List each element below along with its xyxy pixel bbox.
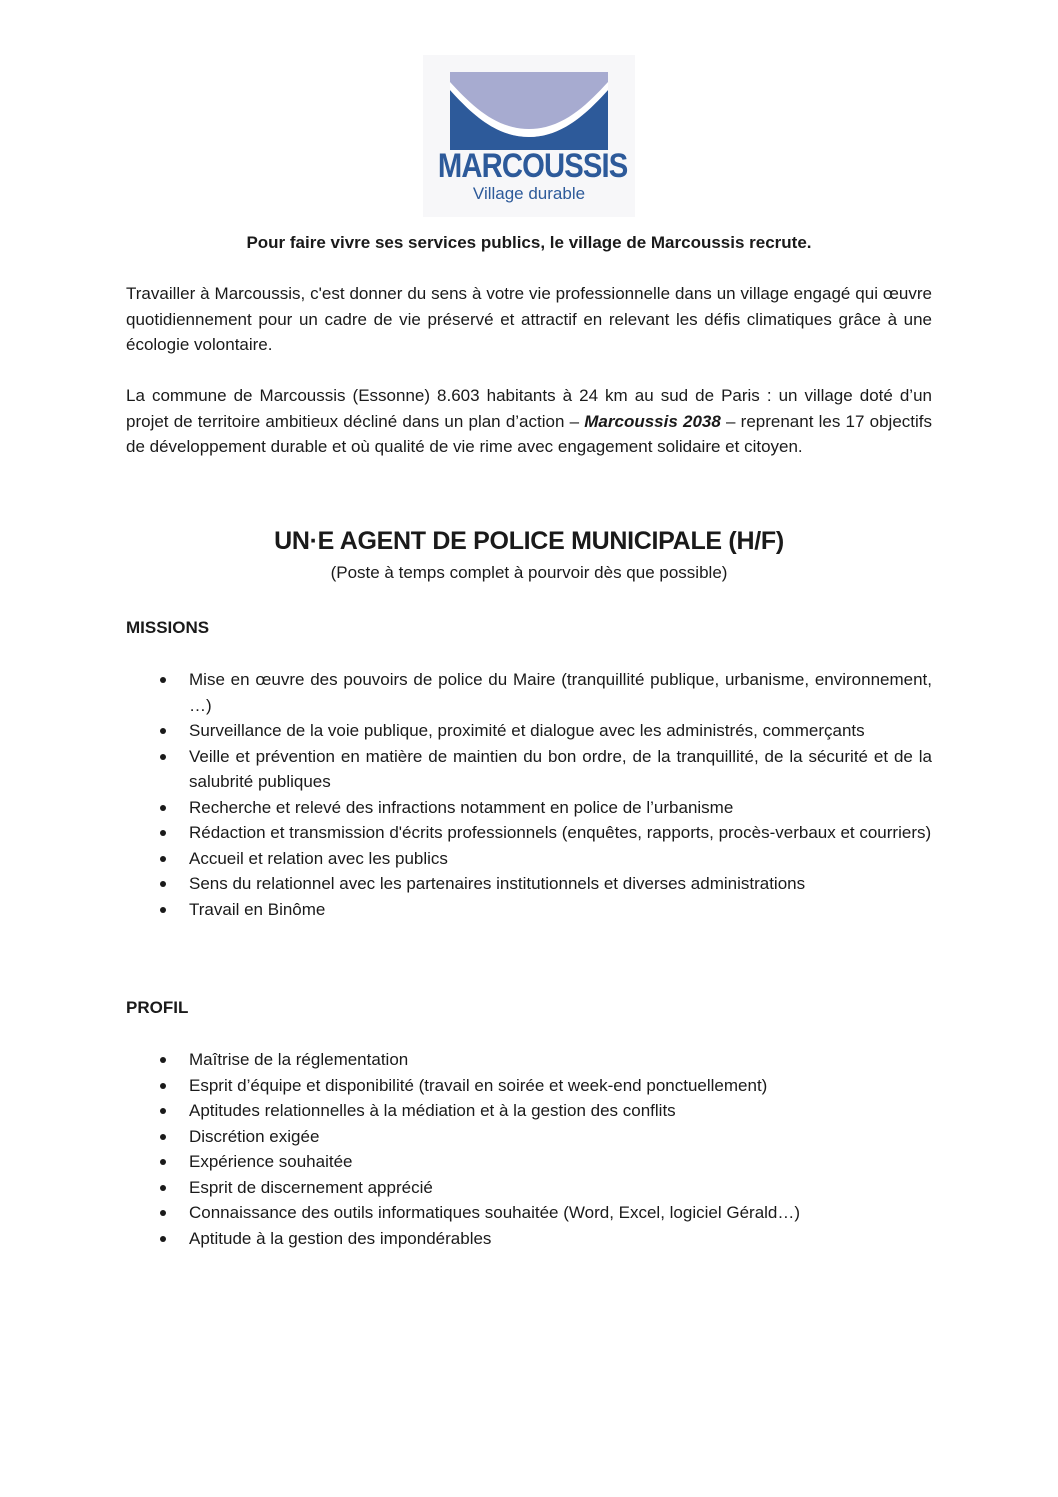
list-item-text: Expérience souhaitée [189,1152,353,1171]
bullet-icon [160,1236,166,1242]
bullet-icon [160,1134,166,1140]
list-item-text: Rédaction et transmission d'écrits professionnels (enquêtes, rapports, procès-verbaux et courriers) [189,823,932,842]
list-item [126,1047,932,1073]
logo-name: MARCOUSSIS [437,147,628,185]
list-item [126,1200,932,1226]
bullet-icon [160,830,166,836]
job-title: UN·E AGENT DE POLICE MUNICIPALE (H/F) [274,527,784,555]
list-item [126,1149,932,1175]
list-item [126,1226,932,1252]
bullet-icon [160,1159,166,1165]
missions-heading: MISSIONS [126,618,210,637]
bullet-icon [160,1083,166,1089]
list-item-text: Veille et prévention en matière de maintien du bon ordre, de la tranquillité, de la sécurité et de la salubrité publiques [189,746,932,791]
list-item-text: Surveillance de la voie publique, proximité et dialogue avec les administrés, commerçants [189,721,865,740]
intro-paragraph: Travailler à Marcoussis, c'est donner du sens à votre vie professionnelle dans un village engagé qui œuvre quotidiennement pour un cadre de vie préservé et attractif en relevant les défis climatiques grâce à une écologie volontaire. [126,284,932,354]
list-item [126,871,932,897]
list-item [126,744,932,795]
list-item-text: Mise en œuvre des pouvoirs de police du Maire (tranquillité publique, urbanisme, environnement, …) [189,670,932,715]
list-item [126,846,932,872]
marcoussis-logo [423,55,635,217]
list-item-text: Aptitude à la gestion des impondérables [189,1228,492,1248]
missions-list [126,667,932,922]
plan-name: Marcoussis 2038 [584,411,721,431]
list-item-text: Aptitudes relationnelles à la médiation et à la gestion des conflits [189,1101,676,1120]
list-item [126,1124,932,1150]
list-item [126,897,932,923]
bullet-icon [160,805,166,811]
list-item [126,718,932,744]
profil-heading: PROFIL [126,998,189,1017]
list-item-text: Esprit de discernement apprécié [189,1177,433,1197]
commune-text-after: – reprenant les 17 objectifs de développement durable et où qualité de vie rime avec engagement solidaire et citoyen. [126,411,932,456]
commune-text-before: La commune de Marcoussis (Essonne) 8.603 habitants à 24 km au sud de Paris : un village doté d’un projet de territoire ambitieux décliné dans un plan d’action – [126,386,932,431]
bullet-icon [160,1057,166,1063]
list-item-text: Connaissance des outils informatiques souhaitée (Word, Excel, logiciel Gérald…) [189,1203,801,1222]
list-item-text: Travail en Binôme [189,899,326,919]
list-item [126,1073,932,1099]
headline: Pour faire vivre ses services publics, le village de Marcoussis recrute. [246,233,812,252]
profil-list [126,1047,932,1251]
commune-paragraph [126,383,932,460]
logo-tagline: Village durable [472,184,586,203]
list-item [126,1098,932,1124]
list-item-text: Sens du relationnel avec les partenaires institutionnels et diverses administrations [189,874,806,893]
job-subtitle: (Poste à temps complet à pourvoir dès que possible) [330,563,728,582]
bullet-icon [160,1185,166,1191]
list-item [126,820,932,846]
list-item-text: Maîtrise de la réglementation [189,1050,409,1069]
bullet-icon [160,677,166,683]
bullet-icon [160,754,166,760]
list-item-text: Discrétion exigée [189,1126,320,1146]
list-item-text: Recherche et relevé des infractions notamment en police de l’urbanisme [189,797,734,817]
bullet-icon [160,907,166,913]
list-item [126,667,932,718]
bullet-icon [160,1108,166,1114]
list-item [126,1175,932,1201]
bullet-icon [160,1210,166,1216]
list-item-text: Accueil et relation avec les publics [189,848,448,868]
bullet-icon [160,881,166,887]
bullet-icon [160,728,166,734]
list-item-text: Esprit d’équipe et disponibilité (travail en soirée et week-end ponctuellement) [189,1075,768,1095]
bullet-icon [160,856,166,862]
wave-emblem-icon [450,72,608,150]
list-item [126,795,932,821]
